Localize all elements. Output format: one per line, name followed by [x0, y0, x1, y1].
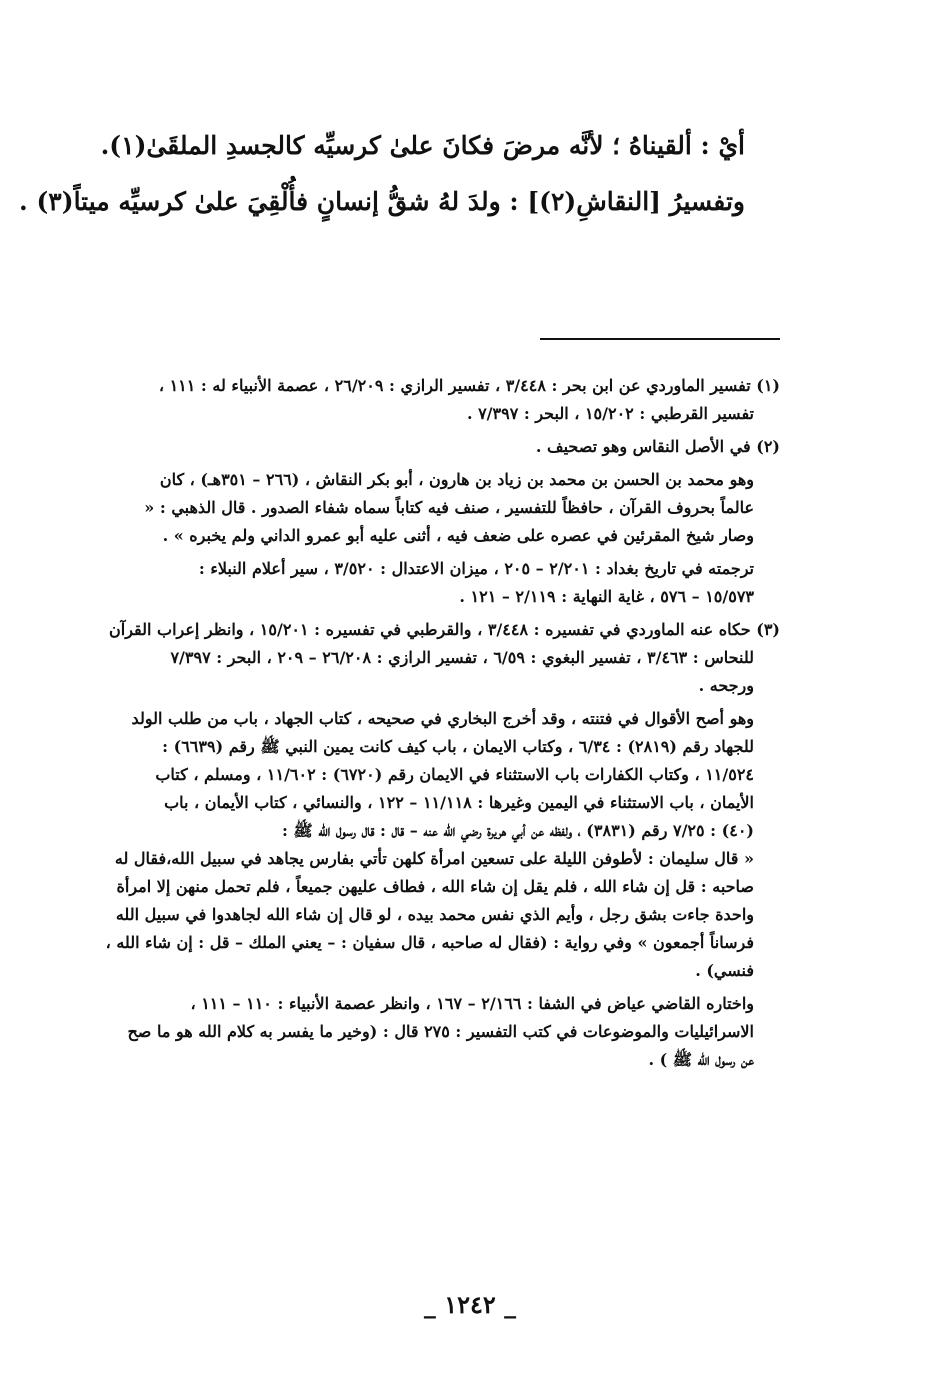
footnote-line: للنحاس : ٣/٤٦٣ ، تفسير البغوي : ٦/٥٩ ، تفسير الرازي : ٢٦/٢٠٨ – ٢٠٩ ، البحر : ٧/٣٩٧: [170, 648, 754, 667]
main-text-line: أيْ : ألقيناهُ ؛ لأنَّه مرضَ فكانَ علىٰ كرسيِّه كالجسدِ الملقَىٰ(١).: [100, 131, 745, 160]
footnote-line: للجهاد رقم (٢٨١٩) : ٦/٣٤ ، وكتاب الايمان ، باب كيف كانت يمين النبي ﷺ رقم (٦٦٣٩) :: [162, 737, 754, 756]
footnote-1: [160, 372, 780, 428]
footnotes: [105, 372, 780, 1079]
footnote-line: تفسير القرطبي : ١٥/٢٠٢ ، البحر : ٧/٣٩٧ .: [466, 404, 754, 423]
footnote-3-hadith: [105, 705, 780, 985]
footnote-2: [160, 433, 780, 461]
footnote-line: ١١/٥٢٤ ، وكتاب الكفارات باب الاستثناء في الايمان رقم (٦٧٢٠) : ١١/٦٠٢ ، ومسلم ، كتاب: [155, 765, 754, 784]
footnote-line: عالماً بحروف القرآن ، حافظاً للتفسير ، صنف فيه كتاباً سماه شفاء الصدور . قال الذهبي : «: [144, 498, 754, 517]
footnote-line: (١) تفسير الماوردي عن ابن بحر : ٣/٤٤٨ ، تفسير الرازي : ٢٦/٢٠٩ ، عصمة الأنبياء له : ١١١ ،: [158, 376, 780, 395]
footnote-line: الاسرائيليات والموضوعات في كتب التفسير : ٢٧٥ قال : (وخير ما يفسر به كلام الله هو ما صح: [127, 1022, 754, 1041]
footnote-line: عن رسول الله ﷺ ) .: [648, 1050, 754, 1069]
main-text-line: وتفسيرُ [النقاشِ(٢)] : ولدَ لهُ شقُّ إنسانٍ فأُلْقِيَ علىٰ كرسيِّه ميتاً(٣) .: [19, 187, 745, 216]
footnote-3: [109, 616, 780, 700]
footnote-line: ١٥/٥٧٣ – ٥٧٦ ، غاية النهاية : ٢/١١٩ – ١٢١ .: [459, 587, 754, 606]
footnote-line: ورجحه .: [698, 676, 754, 695]
footnote-line: (٣) حكاه عنه الماوردي في تفسيره : ٣/٤٤٨ ، والقرطبي في تفسيره : ١٥/٢٠١ ، وانظر إعراب القرآن: [109, 620, 780, 639]
footnote-line: واختاره القاضي عياض في الشفا : ٢/١٦٦ – ١٦٧ ، وانظر عصمة الأنبياء : ١١٠ – ١١١ ،: [190, 994, 754, 1013]
footnote-line: فرساناً أجمعون » وفي رواية : (فقال له صاحبه ، قال سفيان : – يعني الملك – قل : إن شاء الله ،: [105, 933, 754, 952]
footnote-line: ترجمته في تاريخ بغداد : ٢/٢٠١ – ٢٠٥ ، ميزان الاعتدال : ٣/٥٢٠ ، سير أعلام النبلاء :: [198, 559, 754, 578]
footnote-line: (٤٠) : ٧/٢٥ رقم (٣٨٣١) ، ولفظه عن أبي هريرة رضي الله عنه – قال : قال رسول الله ﷺ :: [281, 821, 754, 840]
footnote-line: فنسي) .: [695, 961, 754, 980]
footnote-line: صاحبه : قل إن شاء الله ، فلم يقل إن شاء الله ، فطاف عليهن جميعاً ، فلم تحمل منهن إلا امرأة: [116, 877, 754, 896]
footnote-line: وهو محمد بن الحسن بن محمد بن زياد بن هارون ، أبو بكر النقاش ، (٢٦٦ – ٣٥١هـ) ، كان: [159, 470, 754, 489]
footnote-line: وصار شيخ المقرئين في عصره على ضعف فيه ، أثنى عليه أبو عمرو الداني ولم يخبره » .: [162, 526, 754, 545]
footnote-3-selection: [127, 990, 780, 1074]
footnote-2-bio: [144, 466, 780, 550]
page-number: _ ١٢٤٢ _: [423, 1290, 517, 1319]
footnote-line: (٢) في الأصل النقاس وهو تصحيف .: [535, 437, 780, 456]
footnote-line: وهو أصح الأقوال في فتنته ، وقد أخرج البخاري في صحيحه ، كتاب الجهاد ، باب من طلب الولد: [131, 709, 754, 728]
footnote-divider: [540, 338, 780, 340]
main-text: [19, 118, 745, 230]
footnote-line: « قال سليمان : لأطوفن الليلة على تسعين امرأة كلهن تأتي بفارس يجاهد في سبيل الله،فقال له: [114, 849, 754, 868]
footnote-2-sources: [160, 555, 780, 611]
footnote-line: الأيمان ، باب الاستثناء في اليمين وغيرها : ١١/١١٨ – ١٢٢ ، والنسائي ، كتاب الأيمان ، باب: [164, 793, 754, 812]
footnote-line: واحدة جاءت بشق رجل ، وأيم الذي نفس محمد بيده ، لو قال إن شاء الله لجاهدوا في سبيل الله: [115, 905, 754, 924]
